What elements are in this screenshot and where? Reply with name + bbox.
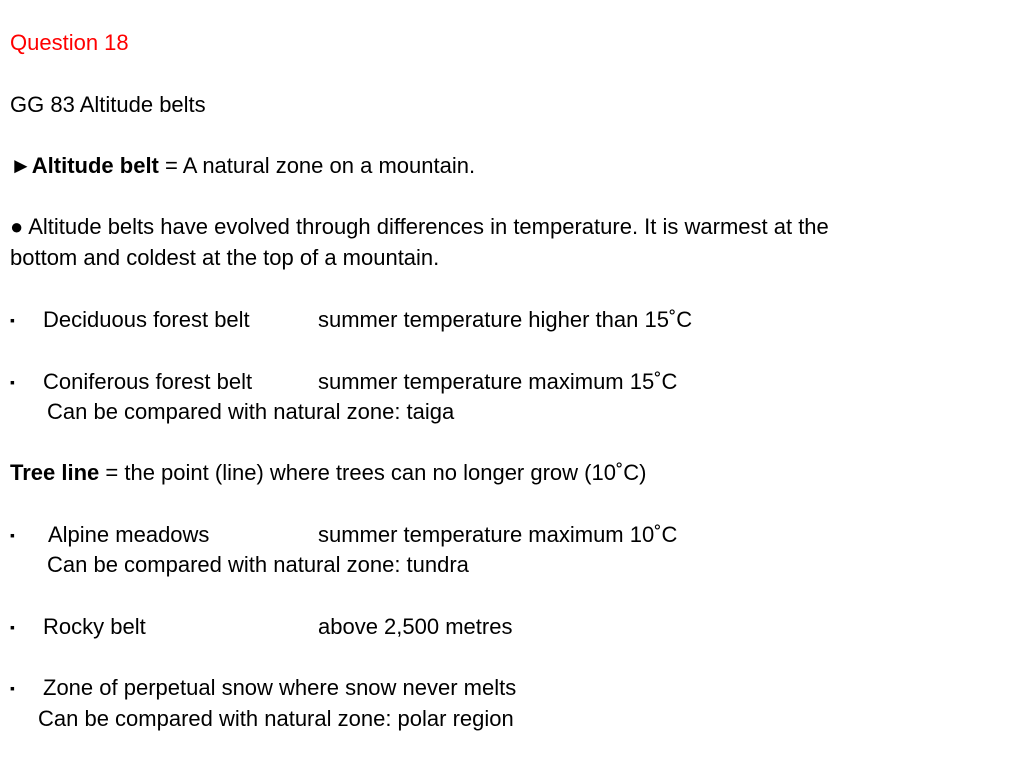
belt-description: above 2,500 metres [318,614,513,639]
treeline-line [10,460,647,486]
square-bullet-icon: ▪ [10,680,15,696]
square-bullet-icon: ▪ [10,527,15,543]
belt-name: Coniferous forest belt [43,369,253,394]
definition-term: Altitude belt [31,153,159,178]
belt-name: Rocky belt [43,614,146,639]
definition-line [10,153,475,179]
belt-name: Deciduous forest belt [43,307,250,332]
paragraph-line-1 [10,214,829,240]
question-title: Question 18 [10,30,129,55]
belt-comparison-note: Can be compared with natural zone: taiga [47,399,455,424]
belt-comparison-note: Can be compared with natural zone: polar region [38,706,514,731]
square-bullet-icon: ▪ [10,619,15,635]
belt-description: summer temperature higher than 15˚C [318,307,693,332]
treeline-term: Tree line [10,460,100,485]
belt-name: Alpine meadows [48,522,210,547]
belt-comparison-note: Can be compared with natural zone: tundra [47,552,469,577]
definition-text: = A natural zone on a mountain. [158,153,476,178]
belt-description: summer temperature maximum 10˚C [318,522,678,547]
round-bullet-icon: ● [10,214,24,239]
treeline-text: = the point (line) where trees can no longer grow (10˚C) [99,460,647,485]
square-bullet-icon: ▪ [10,374,15,390]
slide-subtitle: GG 83 Altitude belts [10,92,206,117]
square-bullet-icon: ▪ [10,312,15,328]
arrow-icon: ► [10,153,32,178]
belt-description: summer temperature maximum 15˚C [318,369,678,394]
paragraph-text-1: Altitude belts have evolved through differences in temperature. It is warmest at the [23,214,829,239]
belt-name: Zone of perpetual snow where snow never melts [43,675,517,700]
paragraph-line-2: bottom and coldest at the top of a mountain. [10,245,440,270]
